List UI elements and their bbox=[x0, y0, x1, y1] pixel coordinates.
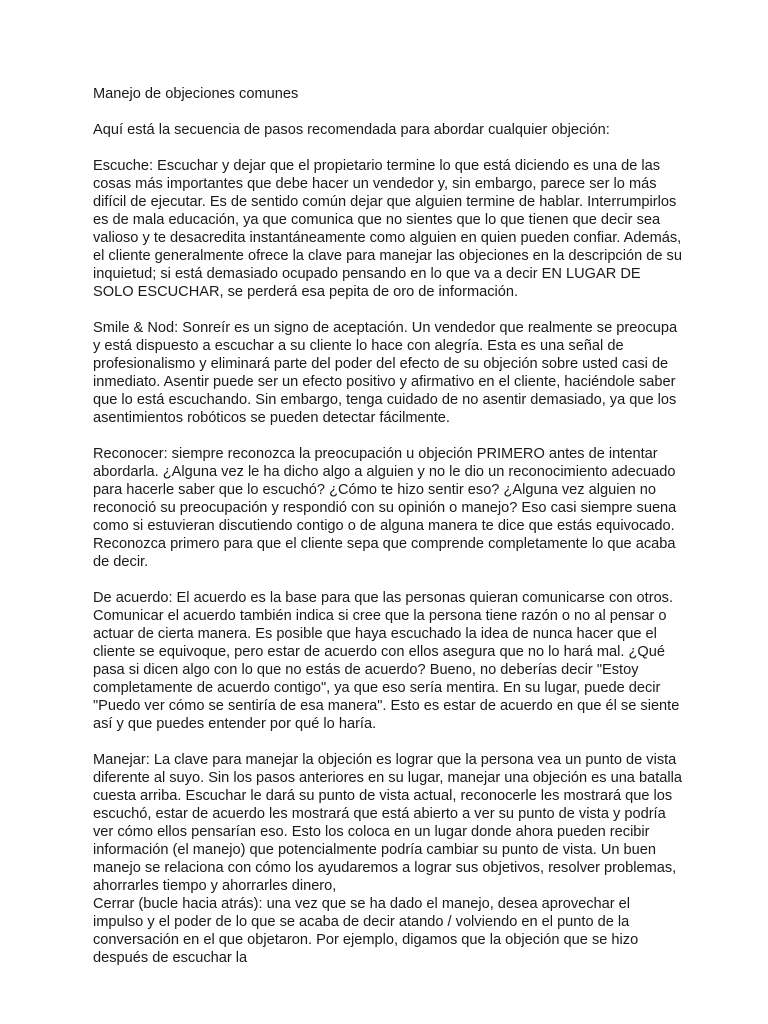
paragraph-escuche: Escuche: Escuchar y dejar que el propietario termine lo que está diciendo es una de las cosas más importantes que debe hacer un vendedor y, sin embargo, parece ser lo más difícil de ejecutar. Es de sentido común dejar que alguien termine de hablar. Interrumpirlos es de mala educación, ya que comunica que no sientes que lo que tienen que decir sea valioso y te desacredita instantáneamente como alguien en quien pueden confiar. Además, el cliente generalmente ofrece la clave para manejar las objeciones en la descripción de su inquietud; si está demasiado ocupado pensando en lo que va a decir EN LUGAR DE SOLO ESCUCHAR, se perderá esa pepita de oro de información. bbox=[93, 158, 682, 300]
paragraph-reconocer: Reconocer: siempre reconozca la preocupación u objeción PRIMERO antes de intentar abordarla. ¿Alguna vez le ha dicho algo a alguien y no le dio un reconocimiento adecuado para hacerle saber que lo escuchó? ¿Cómo te hizo sentir eso? ¿Alguna vez alguien no reconoció su preocupación y respondió con su opinión o manejo? Eso casi siempre suena como si estuvieran discutiendo contigo o de alguna manera te dice que estás equivocado. Reconozca primero para que el cliente sepa que comprende completamente lo que acaba de decir. bbox=[93, 446, 677, 570]
intro-paragraph: Aquí está la secuencia de pasos recomendada para abordar cualquier objeción: bbox=[93, 122, 610, 138]
paragraph-manejar: Manejar: La clave para manejar la objeción es lograr que la persona vea un punto de vista diferente al suyo. Sin los pasos anteriores en su lugar, manejar una objeción es una batalla cuesta arriba. Escuchar le dará su punto de vista actual, reconocerle les mostrará que los escuchó, estar de acuerdo les mostrará que está abierto a ver su punto de vista y podría ver cómo ellos pensarían eso. Esto los coloca en un lugar donde ahora pueden recibir información (el manejo) que potencialmente podría cambiar su punto de vista. Un buen manejo se relaciona con cómo los ayudaremos a lograr sus objetivos, resolver problemas, ahorrarles tiempo y ahorrarles dinero, bbox=[93, 752, 682, 894]
paragraph-cerrar: Cerrar (bucle hacia atrás): una vez que se ha dado el manejo, desea aprovechar el impulso y el poder de lo que se acaba de decir atando / volviendo en el punto de la conversación en el que objetaron. Por ejemplo, digamos que la objeción que se hizo después de escuchar la bbox=[93, 896, 639, 966]
paragraph-smile-nod: Smile & Nod: Sonreír es un signo de aceptación. Un vendedor que realmente se preocupa y está dispuesto a escuchar a su cliente lo hace con alegría. Esta es una señal de profesionalismo y eliminará parte del poder del efecto de su objeción sobre usted casi de inmediato. Asentir puede ser un efecto positivo y afirmativo en el cliente, haciéndole saber que lo está escuchando. Sin embargo, tenga cuidado de no asentir demasiado, ya que los asentimientos robóticos se pueden detectar fácilmente. bbox=[93, 320, 678, 426]
document-title: Manejo de objeciones comunes bbox=[93, 86, 299, 102]
document-page bbox=[93, 85, 683, 967]
paragraph-de-acuerdo: De acuerdo: El acuerdo es la base para que las personas quieran comunicarse con otros. Comunicar el acuerdo también indica si cree que la persona tiene razón o no al pensar o actuar de cierta manera. Es posible que haya escuchado la idea de nunca hacer que el cliente se equivoque, pero estar de acuerdo con ellos asegura que no lo hará mal. ¿Qué pasa si dicen algo con lo que no estás de acuerdo? Bueno, no deberías decir "Estoy completamente de acuerdo contigo", ya que eso sería mentira. En su lugar, puede decir "Puedo ver cómo se sentiría de esa manera". Esto es estar de acuerdo en que él se siente así y que puedes entender por qué lo haría. bbox=[93, 590, 680, 732]
